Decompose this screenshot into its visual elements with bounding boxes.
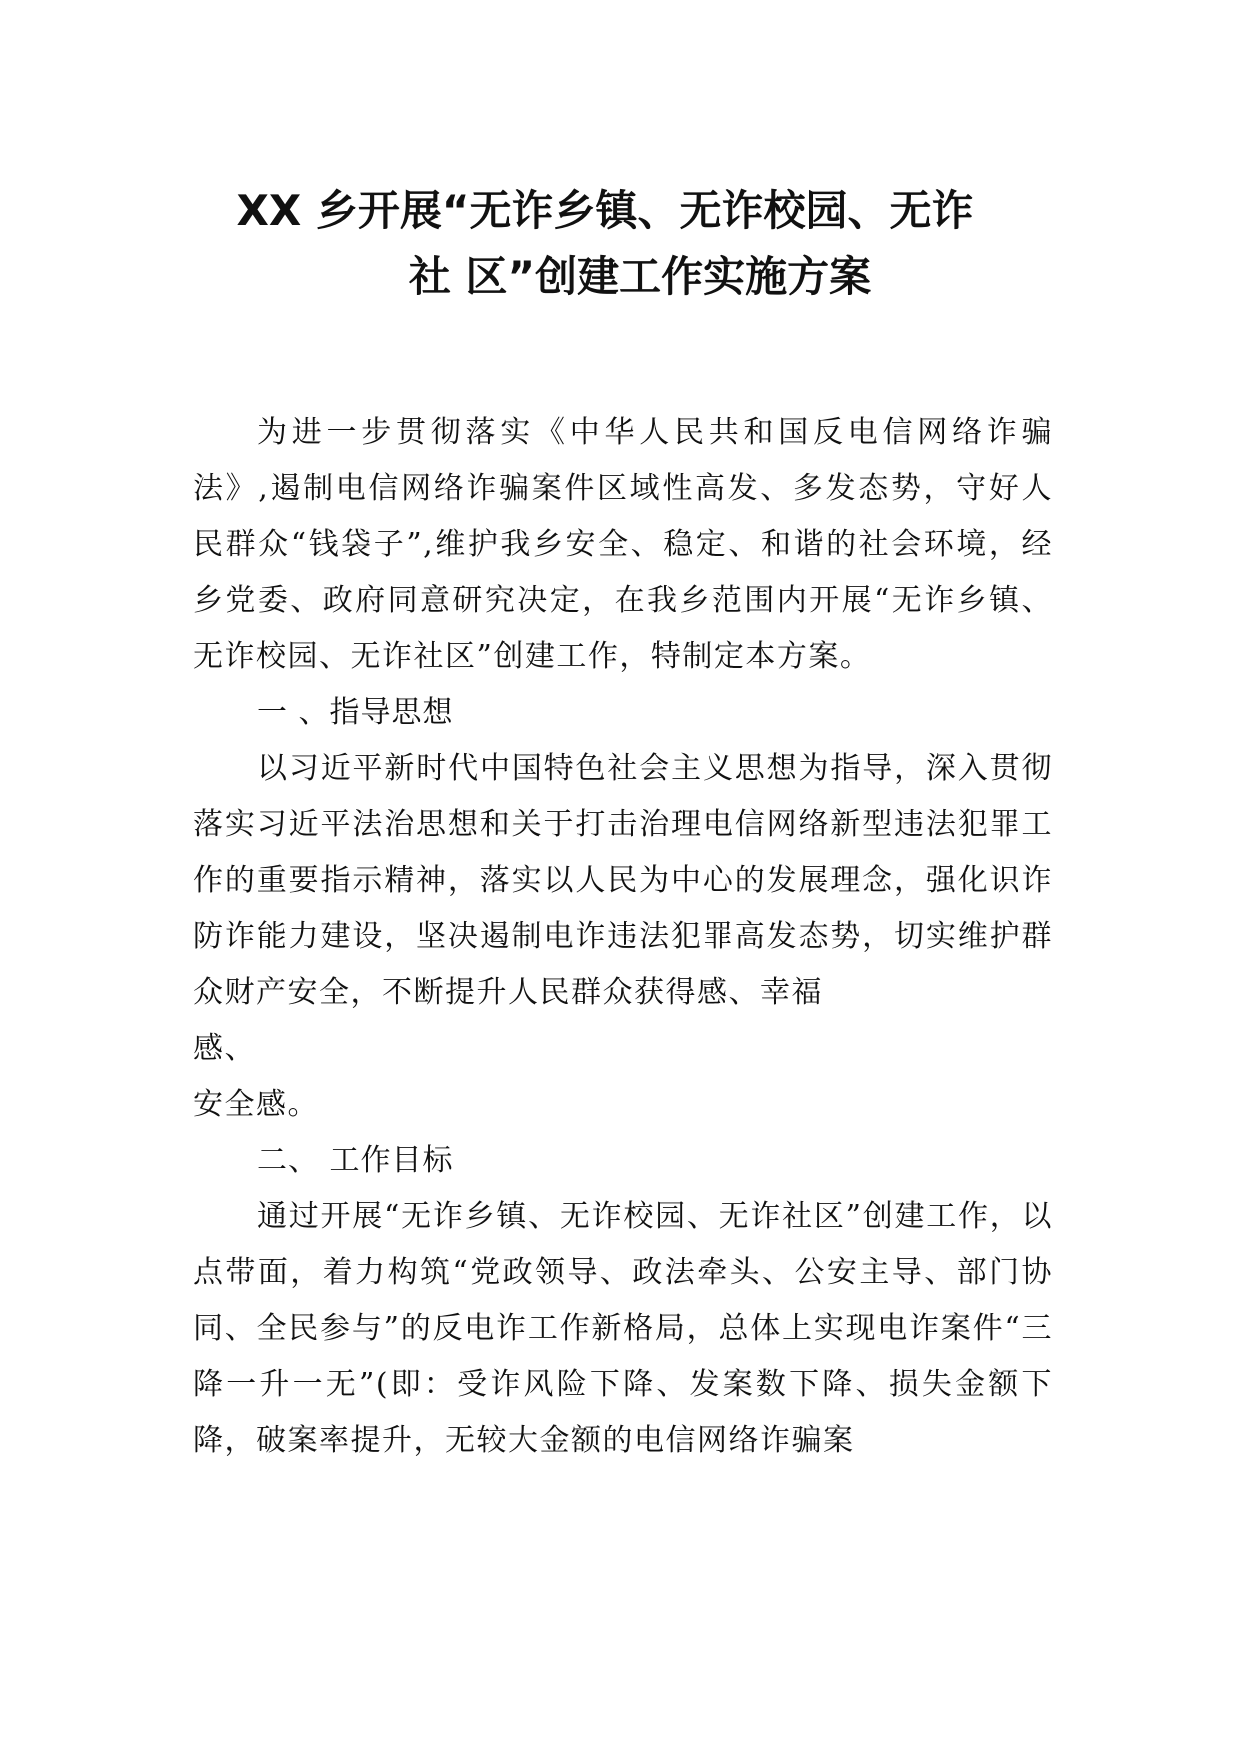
document-body (193, 405, 1053, 1469)
title-line-1: XX 乡开展“无诈乡镇、无诈校园、无诈 (236, 186, 974, 235)
title-line-2: 社 区”创建工作实施方案 (408, 252, 872, 301)
section-2-paragraph: 通过开展“无诈乡镇、无诈校园、无诈社区”创建工作，以点带面，着力构筑“党政领导、政法牵头、公安主导、部门协同、全民参与”的反电诈工作新格局，总体上实现电诈案件“三降一升一无”(即：受诈风险下降、发案数下降、损失金额下降，破案率提升，无较大金额的电信网络诈骗案 (193, 1199, 1053, 1458)
section-2-heading: 二、 工作目标 (257, 1143, 454, 1178)
section-1-paragraph: 以习近平新时代中国特色社会主义思想为指导，深入贯彻落实习近平法治思想和关于打击治理电信网络新型违法犯罪工作的重要指示精神，落实以人民为中心的发展理念，强化识诈防诈能力建设，坚决遏制电诈违法犯罪高发态势，切实维护群众财产安全，不断提升人民群众获得感、幸福 (193, 751, 1053, 1010)
section-1-heading: 一 、指导思想 (257, 695, 454, 730)
section-1-tail-line-2: 安全感。 (193, 1087, 319, 1122)
document-title (0, 178, 1240, 310)
intro-paragraph: 为进一步贯彻落实《中华人民共和国反电信网络诈骗法》,遏制电信网络诈骗案件区域性高发、多发态势，守好人民群众“钱袋子”,维护我乡安全、稳定、和谐的社会环境，经乡党委、政府同意研究决定，在我乡范围内开展“无诈乡镇、无诈校园、无诈社区”创建工作，特制定本方案。 (193, 415, 1053, 674)
section-1-tail-line-1: 感、 (193, 1031, 256, 1066)
